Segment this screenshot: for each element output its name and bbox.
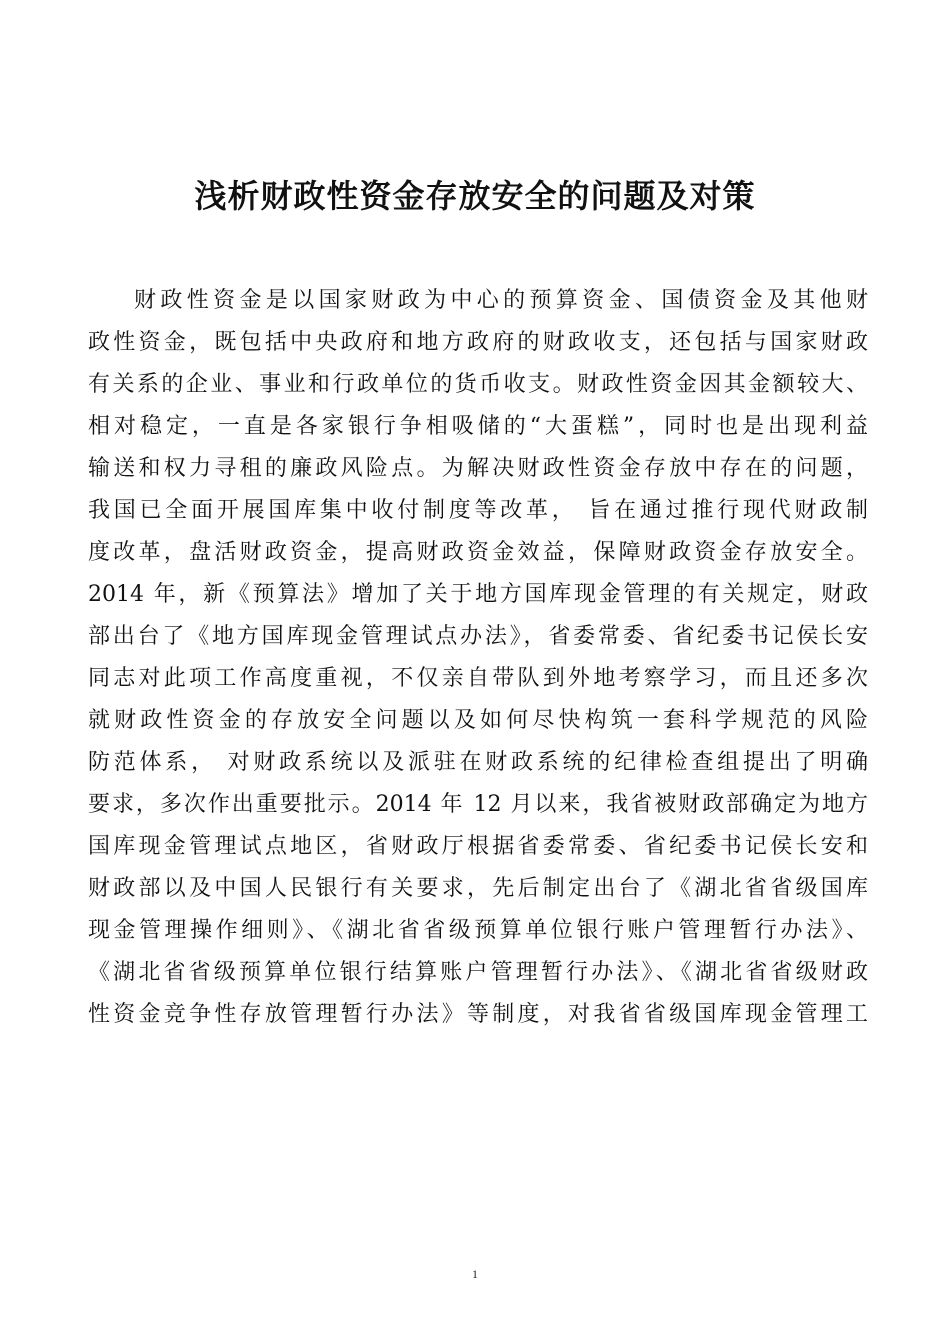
text-line: 有关系的企业、事业和行政单位的货币收支。财政性资金因其金额较大、 — [88, 372, 868, 397]
text-line: 现金管理操作细则》、《湖北省省级预算单位银行账户管理暂行办法》、 — [88, 918, 868, 943]
page-number: 1 — [472, 1267, 478, 1281]
text-line: 《湖北省省级预算单位银行结算账户管理暂行办法》、《湖北省省级财政 — [88, 960, 868, 985]
text-line: 财政性资金是以国家财政为中心的预算资金、国债资金及其他财 — [134, 288, 868, 313]
text-line: 我国已全面开展国库集中收付制度等改革， 旨在通过推行现代财政制 — [88, 498, 868, 523]
text-line: 就财政性资金的存放安全问题以及如何尽快构筑一套科学规范的风险 — [88, 708, 868, 733]
text-line: 政性资金，既包括中央政府和地方政府的财政收支，还包括与国家财政 — [88, 330, 868, 355]
document-title: 浅析财政性资金存放安全的问题及对策 — [194, 177, 756, 215]
text-line: 输送和权力寻租的廉政风险点。为解决财政性资金存放中存在的问题， — [88, 456, 868, 481]
text-line: 相对稳定，一直是各家银行争相吸储的“大蛋糕”，同时也是出现利益 — [88, 414, 868, 439]
body-text — [88, 280, 868, 1036]
text-line: 财政部以及中国人民银行有关要求，先后制定出台了《湖北省省级国库 — [88, 876, 868, 901]
text-line: 防范体系， 对财政系统以及派驻在财政系统的纪律检查组提出了明确 — [88, 750, 868, 775]
text-line: 部出台了《地方国库现金管理试点办法》，省委常委、省纪委书记侯长安 — [88, 624, 868, 649]
text-line: 性资金竞争性存放管理暂行办法》等制度，对我省省级国库现金管理工 — [88, 1002, 868, 1027]
text-line: 2014 年，新《预算法》增加了关于地方国库现金管理的有关规定，财政 — [88, 582, 868, 607]
text-line: 要求，多次作出重要批示。2014 年 12 月以来，我省被财政部确定为地方 — [88, 792, 868, 817]
text-line: 度改革，盘活财政资金，提高财政资金效益，保障财政资金存放安全。 — [88, 540, 868, 565]
text-line: 国库现金管理试点地区，省财政厅根据省委常委、省纪委书记侯长安和 — [88, 834, 868, 859]
text-line: 同志对此项工作高度重视，不仅亲自带队到外地考察学习，而且还多次 — [88, 666, 868, 691]
